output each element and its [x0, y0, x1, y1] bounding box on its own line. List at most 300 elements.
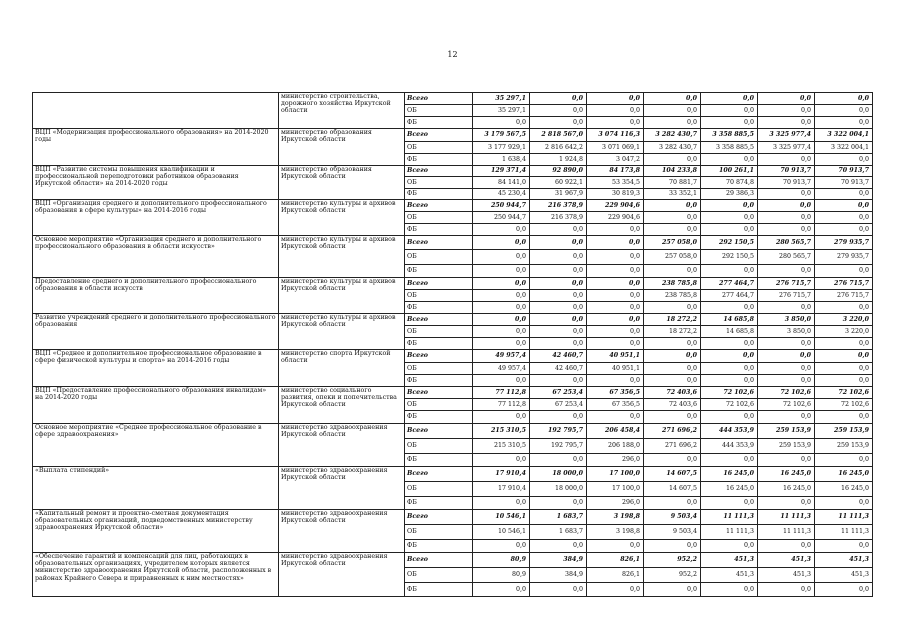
value-cell: 104 233,8 [644, 166, 701, 177]
value-cell: 18 272,2 [644, 314, 701, 326]
value-cell: 0,0 [815, 540, 873, 553]
value-cell: 0,0 [530, 454, 587, 467]
value-cell: 1 683,7 [530, 525, 587, 540]
value-cell: 0,0 [644, 583, 701, 597]
value-cell: 0,0 [530, 411, 587, 424]
value-cell: 0,0 [644, 497, 701, 510]
value-cell: 0,0 [701, 497, 758, 510]
value-cell: 0,0 [815, 265, 873, 278]
value-cell: 0,0 [644, 154, 701, 166]
responsible-org-cell: министерство социального развития, опеки и попечительства Иркутской области [279, 387, 405, 424]
value-cell: 0,0 [644, 93, 701, 105]
value-cell: 72 403,6 [644, 387, 701, 399]
value-cell: 0,0 [587, 540, 644, 553]
value-cell: 0,0 [530, 117, 587, 129]
value-cell: 11 111,3 [758, 510, 815, 525]
value-cell: 49 957,4 [473, 350, 530, 363]
value-cell: 16 245,0 [815, 467, 873, 482]
value-cell: 3 358 885,5 [701, 142, 758, 154]
value-cell: 0,0 [701, 265, 758, 278]
value-cell: 3 325 977,4 [758, 142, 815, 154]
value-cell: 0,0 [701, 411, 758, 424]
value-cell: 0,0 [644, 117, 701, 129]
program-name-cell: ВЦП «Среднее и дополнительное профессиональное образование в сфере физической культуры и спорта» на 2014-2016 годы [33, 350, 279, 387]
responsible-org-cell: министерство культуры и архивов Иркутской области [279, 200, 405, 236]
value-cell: 29 386,3 [701, 189, 758, 200]
value-cell: 0,0 [815, 117, 873, 129]
table-row [33, 200, 873, 212]
value-cell: 0,0 [758, 212, 815, 224]
funding-source-label: Всего [405, 350, 473, 363]
funding-source-label: Всего [405, 314, 473, 326]
value-cell: 259 153,9 [815, 424, 873, 439]
responsible-org-cell: министерство здравоохранения Иркутской области [279, 467, 405, 510]
value-cell: 0,0 [587, 302, 644, 314]
value-cell: 826,1 [587, 553, 644, 568]
funding-source-label: ФБ [405, 189, 473, 200]
value-cell: 0,0 [587, 105, 644, 117]
value-cell: 0,0 [758, 154, 815, 166]
table-row [33, 553, 873, 568]
value-cell: 216 378,9 [530, 200, 587, 212]
funding-source-label: ФБ [405, 540, 473, 553]
value-cell: 1 683,7 [530, 510, 587, 525]
value-cell: 1 924,8 [530, 154, 587, 166]
value-cell: 276 715,7 [758, 290, 815, 302]
value-cell: 3 358 885,5 [701, 129, 758, 142]
responsible-org-cell: министерство образования Иркутской области [279, 166, 405, 200]
value-cell: 0,0 [473, 265, 530, 278]
value-cell: 14 607,5 [644, 467, 701, 482]
value-cell: 0,0 [530, 236, 587, 250]
funding-source-label: ОБ [405, 105, 473, 117]
value-cell: 259 153,9 [758, 424, 815, 439]
value-cell: 0,0 [473, 583, 530, 597]
funding-source-label: ФБ [405, 224, 473, 236]
value-cell: 0,0 [473, 236, 530, 250]
table-row [33, 424, 873, 439]
value-cell: 3 179 567,5 [473, 129, 530, 142]
value-cell: 10 546,1 [473, 510, 530, 525]
value-cell: 70 913,7 [815, 177, 873, 189]
value-cell: 33 352,1 [644, 189, 701, 200]
table-row [33, 314, 873, 326]
value-cell: 451,3 [815, 568, 873, 583]
table-row [33, 129, 873, 142]
value-cell: 3 282 430,7 [644, 129, 701, 142]
funding-source-label: ФБ [405, 117, 473, 129]
value-cell: 0,0 [530, 338, 587, 350]
responsible-org-cell: министерство спорта Иркутской области [279, 350, 405, 387]
funding-source-label: Всего [405, 93, 473, 105]
table-row [33, 510, 873, 525]
value-cell: 444 353,9 [701, 439, 758, 454]
value-cell: 80,9 [473, 553, 530, 568]
value-cell: 18 000,0 [530, 482, 587, 497]
value-cell: 0,0 [758, 411, 815, 424]
value-cell: 45 230,4 [473, 189, 530, 200]
value-cell: 0,0 [701, 338, 758, 350]
value-cell: 3 322 004,1 [815, 142, 873, 154]
value-cell: 0,0 [815, 411, 873, 424]
program-name-cell: ВЦП «Развитие системы повышения квалификации и профессиональной переподготовки работников образования Иркутской области» на 2014-2020 годы [33, 166, 279, 200]
value-cell: 0,0 [587, 326, 644, 338]
value-cell: 70 913,7 [758, 166, 815, 177]
value-cell: 0,0 [530, 583, 587, 597]
value-cell: 3 220,0 [815, 314, 873, 326]
value-cell: 72 102,6 [758, 399, 815, 411]
value-cell: 72 403,6 [644, 399, 701, 411]
value-cell: 35 297,1 [473, 93, 530, 105]
value-cell: 16 245,0 [815, 482, 873, 497]
program-name-cell [33, 93, 279, 129]
value-cell: 2 816 642,2 [530, 142, 587, 154]
value-cell: 0,0 [530, 250, 587, 265]
value-cell: 0,0 [587, 583, 644, 597]
value-cell: 0,0 [701, 154, 758, 166]
value-cell: 0,0 [815, 105, 873, 117]
value-cell: 3 325 977,4 [758, 129, 815, 142]
table-row [33, 387, 873, 399]
value-cell: 0,0 [587, 224, 644, 236]
value-cell: 0,0 [815, 224, 873, 236]
value-cell: 3 071 069,1 [587, 142, 644, 154]
value-cell: 277 464,7 [701, 290, 758, 302]
funding-source-label: Всего [405, 424, 473, 439]
funding-source-label: ФБ [405, 454, 473, 467]
program-name-cell: Развитие учреждений среднего и дополнительного профессионального образования [33, 314, 279, 350]
value-cell: 250 944,7 [473, 200, 530, 212]
value-cell: 1 638,4 [473, 154, 530, 166]
value-cell: 271 696,2 [644, 424, 701, 439]
value-cell: 276 715,7 [758, 278, 815, 290]
value-cell: 384,9 [530, 568, 587, 583]
value-cell: 67 253,4 [530, 399, 587, 411]
value-cell: 0,0 [644, 265, 701, 278]
value-cell: 451,3 [758, 568, 815, 583]
value-cell: 259 153,9 [815, 439, 873, 454]
value-cell: 0,0 [473, 540, 530, 553]
value-cell: 0,0 [587, 265, 644, 278]
value-cell: 18 272,2 [644, 326, 701, 338]
value-cell: 77 112,8 [473, 399, 530, 411]
funding-source-label: ФБ [405, 338, 473, 350]
value-cell: 0,0 [587, 236, 644, 250]
value-cell: 72 102,6 [815, 387, 873, 399]
value-cell: 215 310,5 [473, 424, 530, 439]
value-cell: 0,0 [701, 363, 758, 375]
value-cell: 0,0 [587, 375, 644, 387]
value-cell: 16 245,0 [758, 482, 815, 497]
value-cell: 229 904,6 [587, 200, 644, 212]
value-cell: 70 874,8 [701, 177, 758, 189]
value-cell: 0,0 [644, 200, 701, 212]
funding-source-label: ФБ [405, 497, 473, 510]
value-cell: 0,0 [701, 105, 758, 117]
program-name-cell: ВЦП «Предоставление профессионального образования инвалидам» на 2014-2020 годы [33, 387, 279, 424]
value-cell: 72 102,6 [758, 387, 815, 399]
funding-source-label: ФБ [405, 302, 473, 314]
value-cell: 84 141,0 [473, 177, 530, 189]
value-cell: 84 173,8 [587, 166, 644, 177]
value-cell: 0,0 [530, 302, 587, 314]
value-cell: 229 904,6 [587, 212, 644, 224]
value-cell: 30 819,3 [587, 189, 644, 200]
value-cell: 0,0 [644, 224, 701, 236]
value-cell: 0,0 [758, 302, 815, 314]
value-cell: 0,0 [815, 338, 873, 350]
value-cell: 826,1 [587, 568, 644, 583]
value-cell: 0,0 [701, 350, 758, 363]
value-cell: 0,0 [701, 224, 758, 236]
value-cell: 3 322 004,1 [815, 129, 873, 142]
value-cell: 0,0 [815, 154, 873, 166]
table-row [33, 467, 873, 482]
value-cell: 451,3 [701, 553, 758, 568]
value-cell: 0,0 [587, 338, 644, 350]
table-row [33, 350, 873, 363]
value-cell: 31 967,9 [530, 189, 587, 200]
program-name-cell: «Выплата стипендий» [33, 467, 279, 510]
funding-source-label: ФБ [405, 154, 473, 166]
value-cell: 100 261,1 [701, 166, 758, 177]
value-cell: 0,0 [701, 375, 758, 387]
value-cell: 70 881,7 [644, 177, 701, 189]
value-cell: 0,0 [644, 212, 701, 224]
value-cell: 0,0 [758, 375, 815, 387]
funding-source-label: Всего [405, 200, 473, 212]
value-cell: 42 460,7 [530, 350, 587, 363]
value-cell: 276 715,7 [815, 290, 873, 302]
value-cell: 257 058,0 [644, 236, 701, 250]
value-cell: 0,0 [473, 117, 530, 129]
value-cell: 0,0 [530, 497, 587, 510]
value-cell: 238 785,8 [644, 278, 701, 290]
value-cell: 0,0 [530, 224, 587, 236]
value-cell: 0,0 [473, 314, 530, 326]
value-cell: 0,0 [587, 314, 644, 326]
funding-source-label: ОБ [405, 326, 473, 338]
value-cell: 271 696,2 [644, 439, 701, 454]
value-cell: 42 460,7 [530, 363, 587, 375]
value-cell: 0,0 [530, 540, 587, 553]
value-cell: 0,0 [644, 375, 701, 387]
value-cell: 67 253,4 [530, 387, 587, 399]
program-name-cell: Предоставление среднего и дополнительного профессионального образования в области искусств [33, 278, 279, 314]
value-cell: 0,0 [758, 540, 815, 553]
value-cell: 0,0 [701, 212, 758, 224]
value-cell: 0,0 [758, 117, 815, 129]
funding-source-label: Всего [405, 510, 473, 525]
value-cell: 11 111,3 [701, 510, 758, 525]
value-cell: 216 378,9 [530, 212, 587, 224]
value-cell: 0,0 [758, 454, 815, 467]
value-cell: 0,0 [473, 290, 530, 302]
value-cell: 0,0 [815, 350, 873, 363]
value-cell: 16 245,0 [758, 467, 815, 482]
responsible-org-cell: министерство культуры и архивов Иркутской области [279, 314, 405, 350]
funding-source-label: Всего [405, 467, 473, 482]
value-cell: 10 546,1 [473, 525, 530, 540]
value-cell: 14 685,8 [701, 326, 758, 338]
value-cell: 952,2 [644, 553, 701, 568]
value-cell: 0,0 [701, 583, 758, 597]
value-cell: 35 297,1 [473, 105, 530, 117]
value-cell: 0,0 [473, 411, 530, 424]
value-cell: 0,0 [701, 454, 758, 467]
value-cell: 952,2 [644, 568, 701, 583]
responsible-org-cell: министерство здравоохранения Иркутской области [279, 510, 405, 553]
value-cell: 279 935,7 [815, 250, 873, 265]
value-cell: 0,0 [701, 302, 758, 314]
value-cell: 0,0 [530, 265, 587, 278]
value-cell: 17 100,0 [587, 482, 644, 497]
value-cell: 77 112,8 [473, 387, 530, 399]
page-number: 12 [447, 50, 458, 59]
value-cell: 280 565,7 [758, 236, 815, 250]
value-cell: 0,0 [473, 224, 530, 236]
value-cell: 0,0 [758, 265, 815, 278]
value-cell: 3 198,8 [587, 510, 644, 525]
value-cell: 72 102,6 [701, 399, 758, 411]
value-cell: 11 111,3 [758, 525, 815, 540]
value-cell: 0,0 [758, 105, 815, 117]
funding-source-label: Всего [405, 236, 473, 250]
responsible-org-cell: министерство культуры и архивов Иркутской области [279, 278, 405, 314]
value-cell: 206 188,0 [587, 439, 644, 454]
value-cell: 0,0 [644, 105, 701, 117]
value-cell: 72 102,6 [701, 387, 758, 399]
value-cell: 384,9 [530, 553, 587, 568]
value-cell: 0,0 [815, 363, 873, 375]
value-cell: 192 795,7 [530, 424, 587, 439]
funding-source-label: ОБ [405, 290, 473, 302]
value-cell: 451,3 [701, 568, 758, 583]
value-cell: 60 922,1 [530, 177, 587, 189]
value-cell: 0,0 [644, 350, 701, 363]
value-cell: 0,0 [758, 200, 815, 212]
table-row [33, 236, 873, 250]
funding-source-label: Всего [405, 387, 473, 399]
value-cell: 0,0 [815, 375, 873, 387]
value-cell: 0,0 [701, 540, 758, 553]
value-cell: 292 150,5 [701, 236, 758, 250]
program-name-cell: ВЦП «Организация среднего и дополнительного профессионального образования в сфере культуры» на 2014-2016 годы [33, 200, 279, 236]
value-cell: 0,0 [530, 326, 587, 338]
responsible-org-cell: министерство образования Иркутской области [279, 129, 405, 166]
value-cell: 49 957,4 [473, 363, 530, 375]
funding-source-label: ОБ [405, 399, 473, 411]
value-cell: 0,0 [758, 497, 815, 510]
value-cell: 0,0 [473, 375, 530, 387]
value-cell: 0,0 [701, 200, 758, 212]
value-cell: 67 356,5 [587, 399, 644, 411]
value-cell: 53 354,5 [587, 177, 644, 189]
value-cell: 3 198,8 [587, 525, 644, 540]
value-cell: 206 458,4 [587, 424, 644, 439]
value-cell: 3 220,0 [815, 326, 873, 338]
value-cell: 0,0 [587, 250, 644, 265]
value-cell: 9 503,4 [644, 525, 701, 540]
table-row [33, 278, 873, 290]
value-cell: 40 951,1 [587, 363, 644, 375]
funding-source-label: Всего [405, 166, 473, 177]
funding-source-label: ФБ [405, 265, 473, 278]
value-cell: 72 102,6 [815, 399, 873, 411]
value-cell: 0,0 [701, 117, 758, 129]
responsible-org-cell: министерство здравоохранения Иркутской области [279, 424, 405, 467]
value-cell: 0,0 [758, 363, 815, 375]
value-cell: 0,0 [758, 93, 815, 105]
value-cell: 0,0 [815, 454, 873, 467]
value-cell: 277 464,7 [701, 278, 758, 290]
value-cell: 0,0 [644, 363, 701, 375]
value-cell: 0,0 [473, 250, 530, 265]
value-cell: 0,0 [473, 302, 530, 314]
value-cell: 67 356,5 [587, 387, 644, 399]
value-cell: 215 310,5 [473, 439, 530, 454]
funding-source-label: ОБ [405, 212, 473, 224]
value-cell: 0,0 [587, 411, 644, 424]
program-name-cell: ВЦП «Модернизация профессионального образования» на 2014-2020 годы [33, 129, 279, 166]
value-cell: 192 795,7 [530, 439, 587, 454]
value-cell: 16 245,0 [701, 482, 758, 497]
value-cell: 0,0 [644, 411, 701, 424]
responsible-org-cell: министерство культуры и архивов Иркутской области [279, 236, 405, 278]
value-cell: 0,0 [758, 350, 815, 363]
program-name-cell: «Обеспечение гарантий и компенсаций для лиц, работающих в образовательных организациях, учредителем которых является министерство здравоохранения Иркутской области, расположенных в районах Крайнего Севера и приравненных к ним местностях» [33, 553, 279, 597]
value-cell: 0,0 [815, 212, 873, 224]
value-cell: 3 177 929,1 [473, 142, 530, 154]
value-cell: 0,0 [530, 314, 587, 326]
value-cell: 0,0 [587, 278, 644, 290]
funding-source-label: ОБ [405, 439, 473, 454]
funding-source-label: ФБ [405, 583, 473, 597]
value-cell: 0,0 [815, 200, 873, 212]
funding-source-label: ОБ [405, 568, 473, 583]
value-cell: 0,0 [587, 290, 644, 302]
value-cell: 0,0 [644, 540, 701, 553]
program-name-cell: «Капитальный ремонт и проектно-сметная документация образовательных организаций, подведомственных министерству здравоохранения Иркутской области» [33, 510, 279, 553]
value-cell: 11 111,3 [815, 525, 873, 540]
value-cell: 292 150,5 [701, 250, 758, 265]
value-cell: 17 910,4 [473, 467, 530, 482]
table-row [33, 93, 873, 105]
value-cell: 0,0 [701, 93, 758, 105]
value-cell: 257 058,0 [644, 250, 701, 265]
funding-source-label: ОБ [405, 525, 473, 540]
funding-source-label: ОБ [405, 250, 473, 265]
value-cell: 2 818 567,0 [530, 129, 587, 142]
value-cell: 296,0 [587, 454, 644, 467]
value-cell: 0,0 [815, 93, 873, 105]
value-cell: 0,0 [815, 583, 873, 597]
value-cell: 0,0 [587, 117, 644, 129]
value-cell: 92 890,0 [530, 166, 587, 177]
table-row [33, 166, 873, 177]
value-cell: 70 913,7 [815, 166, 873, 177]
value-cell: 3 850,0 [758, 326, 815, 338]
value-cell: 0,0 [530, 278, 587, 290]
value-cell: 3 074 116,3 [587, 129, 644, 142]
value-cell: 0,0 [530, 105, 587, 117]
value-cell: 16 245,0 [701, 467, 758, 482]
value-cell: 3 282 430,7 [644, 142, 701, 154]
value-cell: 0,0 [758, 338, 815, 350]
value-cell: 0,0 [644, 302, 701, 314]
value-cell: 129 371,4 [473, 166, 530, 177]
value-cell: 279 935,7 [815, 236, 873, 250]
